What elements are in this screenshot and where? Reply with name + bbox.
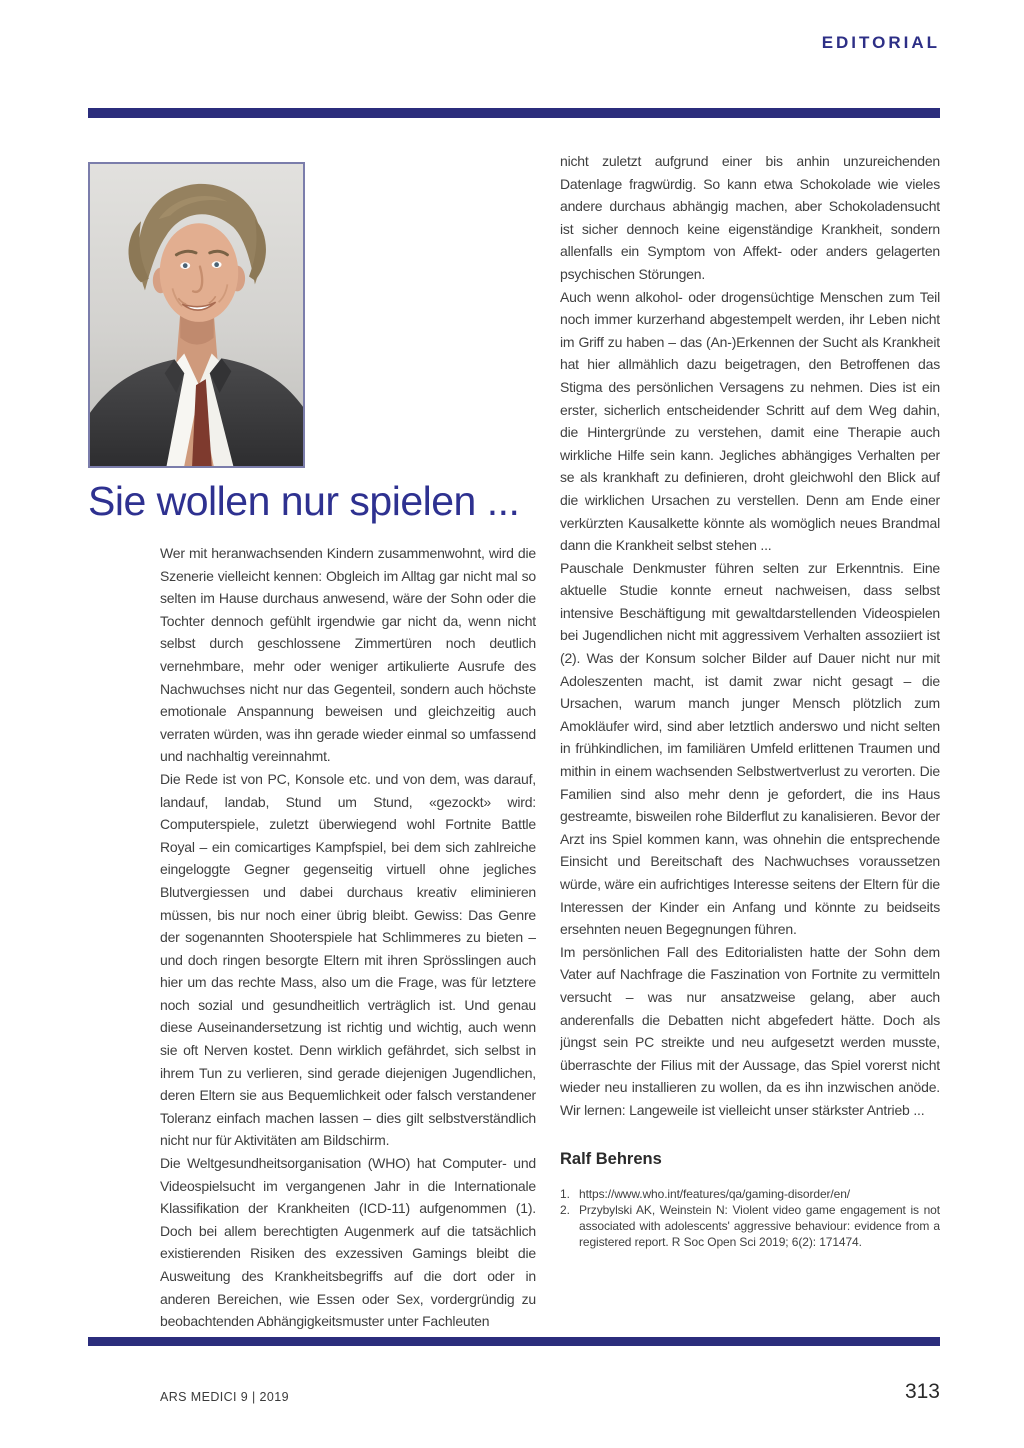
body-paragraph: nicht zuletzt aufgrund einer bis anhin unzureichenden Datenlage fragwürdig. So kann etwa Schokolade wie vieles andere durchaus abhängig machen, aber Schokoladensucht ist sicher dennoch keine eigenständige Krankheit, sondern allenfalls ein Symptom von Affekt- oder anders gelagerten psychischen Störungen. [560, 153, 940, 282]
reference-text: https://www.who.int/features/qa/gaming-disorder/en/ [579, 1187, 851, 1202]
portrait-photo-image [90, 164, 303, 466]
portrait-photo [88, 162, 305, 468]
reference-number: 2. [560, 1203, 570, 1218]
reference-number: 1. [560, 1187, 570, 1202]
right-column [560, 150, 940, 1335]
body-paragraph: Wer mit heranwachsenden Kindern zusammenwohnt, wird die Szenerie vielleicht kennen: Obgleich im Alltag gar nicht mal so selten im Hause durchaus anwesend, wäre der Sohn oder die Tochter dennoch gefühlt irgendwie gar nicht da, wenn nicht selbst durch geschlossene Zimmertüren noch deutlich vernehmbare, mehr oder weniger artikulierte Ausrufe des Nachwuchses nicht nur das Gegenteil, sondern auch höchste emotionale Anspannung beweisen und gleichzeitig auch verraten würden, was ihn gerade wieder einmal so umfassend und nachhaltig vereinnahmt. [160, 545, 536, 765]
body-paragraph: Auch wenn alkohol- oder drogensüchtige Menschen zum Teil noch immer kurzerhand abgestempelt werden, ihr Leben nicht im Griff zu haben – das (An-)Erkennen der Sucht als Krankheit hat hier allmählich dazu beigetragen, den Betroffenen das Stigma des persönlichen Versagens zu nehmen. Dies ist ein erster, sicherlich entscheidender Schritt auf dem Weg dahin, die Hintergründe zu verstehen, damit eine Therapie auch wirkliche Hilfe sein kann. Jegliches abhängiges Verhalten per se als krankhaft zu definieren, droht gleichwohl den Blick auf die wirklichen Ursachen zu verstellen. Denn am Ende einer verkürzten Kausalkette könnte als womöglich neues Brandmal dann die Krankheit selbst stehen ... [560, 288, 940, 554]
section-label: EDITORIAL [821, 33, 940, 52]
page-title: Sie wollen nur spielen ... [88, 478, 520, 524]
left-column [160, 542, 536, 1337]
body-paragraph: Die Weltgesundheitsorganisation (WHO) hat Computer- und Videospielsucht im vergangenen Jahr in die Internationale Klassifikation der Krankheiten (ICD-11) aufgenommen (1). Doch bei allem berechtigten Augenmerk auf die tatsächlich existierenden Risiken des exzessiven Gamings bleibt die Ausweitung des Krankheitsbegriffs auf die dort oder in anderen Bereichen, wie Essen oder Sex, vordergründig zu beobachtenden Abhängigkeitsmuster unter Fachleuten [160, 1155, 536, 1330]
body-paragraph: Im persönlichen Fall des Editorialisten hatte der Sohn dem Vater auf Nachfrage die Faszination von Fortnite zu vermitteln versucht – was nur ansatzweise gelang, aber auch anderenfalls die Debatten nicht abgefedert hätte. Doch als jüngst sein PC streikte und neu aufgesetzt werden musste, überraschte der Filius mit der Aussage, das Spiel vorerst nicht wieder neu installieren zu wollen, da es ihn inzwischen anöde. Wir lernen: Langeweile ist vielleicht unser stärkster Antrieb ... [560, 943, 940, 1118]
reference-item [560, 1186, 940, 1202]
body-paragraph: Die Rede ist von PC, Konsole etc. und von dem, was darauf, landauf, landab, Stund um Stund, «gezockt» wird: Computerspiele, zuletzt überwiegend wohl Fortnite Battle Royal – ein comicartiges Kampfspiel, bei dem sich zahlreiche eingeloggte Gegner gegenseitig virtuell ohne jegliches Blutvergiessen und dabei durchaus kreativ eliminieren müssen, bis nur noch einer übrig bleibt. Gewiss: Das Genre der sogenannten Shooterspiele hat Schlimmeres zu bieten – und doch ringen besorgte Eltern mit ihren Sprösslingen auch hier um das rechte Mass, also um die Frage, was für letztere noch sozial und gesundheitlich verträglich ist. Und genau diese Auseinandersetzung ist richtig und wichtig, auch wenn sie oft Nerven kostet. Denn wirklich gefährdet, sich selbst in ihrem Tun zu verlieren, sind gerade diejenigen Jugendlichen, deren Eltern sie aus Bequemlichkeit oder falsch verstandener Toleranz einfach machen lassen – dies gilt selbstverständlich nicht nur für Aktivitäten am Bildschirm. [160, 770, 536, 1149]
page-number: 313 [904, 1380, 940, 1403]
reference-item [560, 1202, 940, 1250]
bottom-divider [88, 1337, 940, 1346]
author-name: Ralf Behrens [560, 1149, 662, 1168]
journal-issue-label: ARS MEDICI 9 | 2019 [160, 1390, 289, 1404]
body-paragraph: Pauschale Denkmuster führen selten zur Erkenntnis. Eine aktuelle Studie konnte erneut nachweisen, dass selbst intensive Beschäftigung mit gewaltdarstellenden Videospielen bei Jugendlichen nicht mit aggressivem Verhalten assoziiert ist (2). Was der Konsum solcher Bilder auf Dauer nicht nur mit Adoleszenten macht, ist damit zwar nicht gesagt – die Ursachen, warum manch junger Mensch plötzlich zum Amokläufer wird, sind aber letztlich anderswo und nicht selten in frühkindlichen, im familiären Umfeld erlittenen Traumen und mithin in einem wachsenden Selbstwertverlust zu verorten. Die Familien sind also mehr denn je gefordert, die ins Haus gestreamte, bisweilen rohe Bilderflut zu kanalisieren. Bevor der Arzt ins Spiel kommen kann, was ohnehin die entsprechende Einsicht und Bereitschaft des Nachwuchses voraussetzen würde, wäre ein aufrichtiges Interesse seitens der Eltern für die Interessen der Kinder ein Anfang und könnte zu beidseits ersehnten neuen Begegnungen führen. [560, 559, 940, 938]
top-divider [88, 108, 940, 118]
reference-list [560, 1186, 940, 1250]
reference-text: Przybylski AK, Weinstein N: Violent video game engagement is not associated with adolescents' aggressive behaviour: evidence from a registered report. R Soc Open Sci 2019; 6(2): 171474. [579, 1203, 940, 1250]
